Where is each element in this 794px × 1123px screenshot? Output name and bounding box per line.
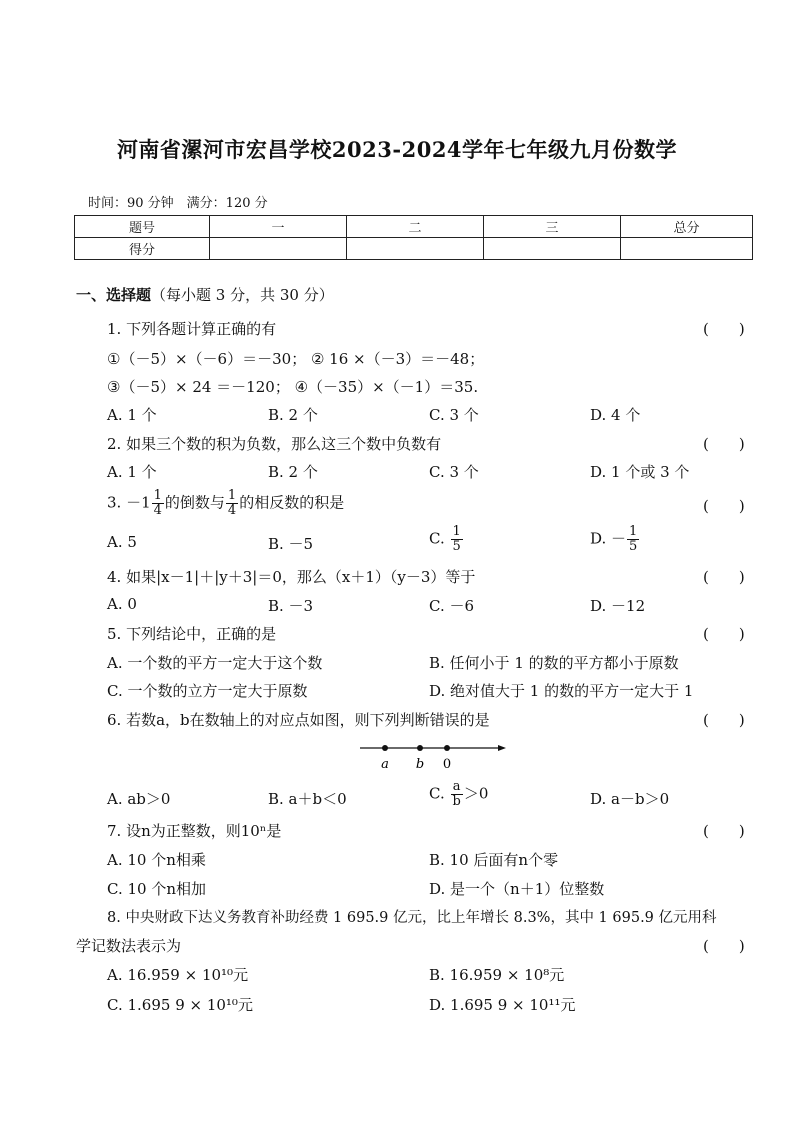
score-header-cell: 二: [347, 216, 484, 238]
answer-paren[interactable]: ( ): [703, 625, 745, 643]
option-c[interactable]: C. $\frac{1}{5}$: [429, 524, 461, 554]
q8-line1: 8. 中央财政下达义务教育补助经费 1 695.9 亿元，比上年增长 8.3%，其中 1 695.9 亿元用科: [107, 910, 717, 926]
score-cell[interactable]: [484, 238, 621, 260]
option-d[interactable]: D. 绝对值大于 1 的数的平方一定大于 1: [429, 682, 694, 700]
option-b[interactable]: B. 任何小于 1 的数的平方都小于原数: [429, 654, 679, 672]
option-a[interactable]: A. 0: [107, 595, 137, 613]
answer-paren[interactable]: ( ): [703, 822, 745, 840]
answer-paren[interactable]: ( ): [703, 711, 745, 729]
option-a[interactable]: A. 16.959 × 10¹⁰元: [107, 966, 249, 984]
answer-paren[interactable]: ( ): [703, 568, 745, 586]
fraction: $\frac{1}{4}$: [227, 488, 237, 518]
option-a[interactable]: A. ab＞0: [107, 790, 171, 808]
label-a: a: [381, 757, 389, 772]
section-note: （每小题 3 分，共 30 分）: [151, 286, 334, 304]
option-c[interactable]: C. 3 个: [429, 463, 479, 481]
score-cell[interactable]: [210, 238, 347, 260]
q1-line2: ③（－5）× 24 ＝－120； ④（－35）×（－1）＝35.: [107, 378, 479, 396]
q7-stem: 7. 设n为正整数，则10ⁿ是: [107, 822, 282, 840]
score-header-cell: 一: [210, 216, 347, 238]
section-label: 一、选择题: [76, 286, 152, 304]
option-c[interactable]: C. $\frac{a}{b}$ ＞0: [429, 779, 489, 809]
option-c[interactable]: C. 10 个n相加: [107, 880, 206, 898]
q1-line1: ①（－5）×（－6）＝－30； ② 16 ×（－3）＝－48；: [107, 350, 485, 368]
score-header-cell: 总分: [621, 216, 753, 238]
option-c[interactable]: C. 一个数的立方一定大于原数: [107, 682, 308, 700]
q3-mid: 的倒数与: [164, 493, 225, 512]
q5-stem: 5. 下列结论中，正确的是: [107, 625, 277, 643]
score-table-row: [75, 238, 753, 260]
option-d[interactable]: D. －12: [590, 597, 646, 615]
q3-pre: 3. －1: [107, 493, 151, 512]
point-zero: [444, 745, 450, 751]
option-a[interactable]: A. 5: [107, 533, 137, 551]
option-a[interactable]: A. 1 个: [107, 463, 157, 481]
answer-paren[interactable]: ( ): [703, 435, 745, 453]
option-c[interactable]: C. 1.695 9 × 10¹⁰元: [107, 996, 253, 1014]
option-d[interactable]: D. 4 个: [590, 406, 641, 424]
option-b[interactable]: B. 10 后面有n个零: [429, 851, 559, 869]
option-d[interactable]: D. a－b＞0: [590, 790, 670, 808]
q4-stem: 4. 如果|x－1|＋|y＋3|＝0，那么（x＋1）（y－3）等于: [107, 568, 476, 586]
option-d[interactable]: D. － $\frac{1}{5}$: [590, 524, 638, 554]
label-zero: 0: [442, 757, 452, 772]
score-header-cell: 题号: [75, 216, 210, 238]
score-cell[interactable]: [347, 238, 484, 260]
option-b[interactable]: B. －3: [268, 597, 314, 615]
answer-paren[interactable]: ( ): [703, 497, 745, 515]
point-b: [417, 745, 423, 751]
option-d[interactable]: D. 1.695 9 × 10¹¹元: [429, 996, 576, 1014]
option-b[interactable]: B. －5: [268, 535, 314, 553]
option-c[interactable]: C. 3 个: [429, 406, 479, 424]
option-b[interactable]: B. 2 个: [268, 463, 318, 481]
score-table: [74, 215, 753, 260]
answer-paren[interactable]: ( ): [703, 937, 745, 955]
option-d[interactable]: D. 1 个或 3 个: [590, 463, 690, 481]
q1-stem: 1. 下列各题计算正确的有: [107, 320, 277, 338]
fraction: $\frac{1}{4}$: [153, 488, 162, 518]
option-d[interactable]: D. 是一个（n＋1）位整数: [429, 880, 605, 898]
score-table-header-row: [75, 216, 753, 238]
option-a[interactable]: A. 10 个n相乘: [107, 851, 206, 869]
exam-meta: 时间：90 分钟 满分：120 分: [88, 196, 268, 211]
page-title: 河南省漯河市宏昌学校2023-2024学年七年级九月份数学: [116, 137, 678, 162]
q6-stem: 6. 若数a，b在数轴上的对应点如图，则下列判断错误的是: [107, 711, 490, 729]
number-line-arrow: [498, 745, 506, 751]
q3-post: 的相反数的积是: [239, 493, 345, 512]
label-b: b: [415, 757, 425, 772]
point-a: [382, 745, 388, 751]
section-heading: [76, 284, 334, 305]
q2-stem: 2. 如果三个数的积为负数，那么这三个数中负数有: [107, 435, 442, 453]
option-b[interactable]: B. 16.959 × 10⁸元: [429, 966, 565, 984]
score-header-cell: 三: [484, 216, 621, 238]
option-a[interactable]: A. 1 个: [107, 406, 157, 424]
score-row-label: 得分: [75, 238, 210, 260]
option-a[interactable]: A. 一个数的平方一定大于这个数: [107, 654, 323, 672]
number-line: [360, 738, 510, 778]
score-cell[interactable]: [621, 238, 753, 260]
option-b[interactable]: B. 2 个: [268, 406, 318, 424]
answer-paren[interactable]: ( ): [703, 320, 745, 338]
option-c[interactable]: C. －6: [429, 597, 475, 615]
q8-line2: 学记数法表示为: [76, 937, 182, 955]
q3-stem: [107, 489, 344, 518]
option-b[interactable]: B. a＋b＜0: [268, 790, 347, 808]
